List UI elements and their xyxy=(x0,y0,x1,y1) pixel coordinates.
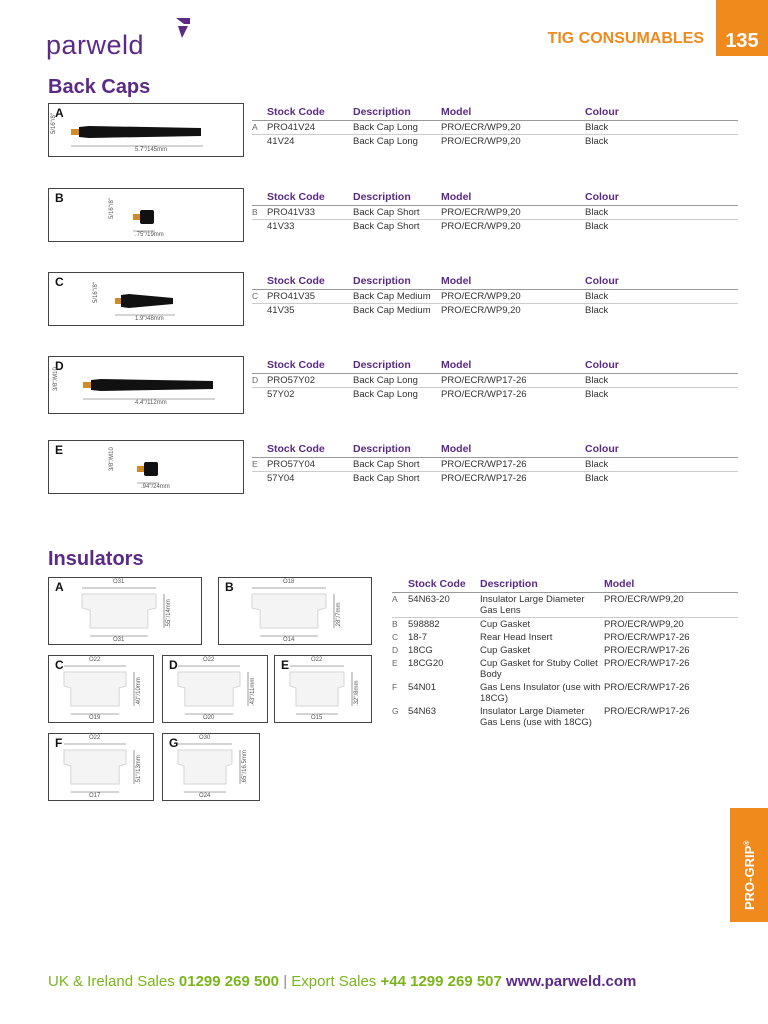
row-letter: F xyxy=(392,682,398,692)
dimension-label-diameter: 5/16"/8" xyxy=(109,198,115,219)
row-letter: B xyxy=(392,619,398,629)
col-stock-code: Stock Code xyxy=(408,578,480,593)
row-letter: C xyxy=(392,632,399,642)
colour: Black xyxy=(585,374,738,388)
row-letter: D xyxy=(252,374,267,388)
col-stock-code: Stock Code xyxy=(267,106,353,121)
table-row xyxy=(392,657,738,681)
image-letter: G xyxy=(169,736,179,750)
dimension-label-top: O30 xyxy=(199,735,211,741)
model: PRO/ECR/WP17-26 xyxy=(604,658,690,669)
insulators-table xyxy=(392,578,738,729)
page-tab-top xyxy=(716,0,768,26)
dimension-label-length: .75"/19mm xyxy=(135,232,164,238)
dimension-label-height: .40"/10mm xyxy=(136,677,142,706)
dimension-label-height: .51"/13mm xyxy=(136,755,142,784)
model: PRO/ECR/WP17-26 xyxy=(441,458,585,472)
row-letter: C xyxy=(252,290,267,304)
col-letter xyxy=(252,359,267,374)
stock-code: 41V24 xyxy=(267,136,295,147)
col-model: Model xyxy=(441,359,585,374)
image-letter: C xyxy=(55,275,64,289)
row-letter: B xyxy=(252,206,267,220)
table-row xyxy=(252,121,738,135)
description: Rear Head Insert xyxy=(480,632,553,643)
colour: Black xyxy=(585,206,738,220)
insulator-image-b xyxy=(218,577,372,645)
parweld-logo-mark-icon xyxy=(172,16,194,40)
row-letter: A xyxy=(392,593,408,618)
colour: Black xyxy=(585,290,738,304)
insulator-drawing xyxy=(219,578,371,644)
description: Back Cap Medium xyxy=(353,305,431,316)
stock-code: 598882 xyxy=(408,619,440,630)
row-letter: E xyxy=(392,658,398,668)
row-letter: A xyxy=(252,121,267,135)
insulators-title: Insulators xyxy=(48,548,144,570)
dimension-label-length: 4.4"/112mm xyxy=(135,400,167,406)
back-cap-table-d xyxy=(252,359,738,401)
insulator-image-g xyxy=(162,733,260,801)
model: PRO/ECR/WP17-26 xyxy=(604,645,690,656)
image-letter: D xyxy=(169,658,178,672)
description: Cup Gasket xyxy=(480,645,531,656)
col-colour: Colour xyxy=(585,191,738,206)
table-row xyxy=(392,681,738,705)
back-cap-table-c xyxy=(252,275,738,317)
col-model: Model xyxy=(441,443,585,458)
description: Back Cap Short xyxy=(353,473,420,484)
row-letter: D xyxy=(392,645,399,655)
description: Back Cap Short xyxy=(353,458,441,472)
row-letter xyxy=(252,135,267,149)
table-row xyxy=(392,705,738,729)
stock-code: 18-7 xyxy=(408,632,428,643)
dimension-label-height: .32"/8mm xyxy=(354,680,360,706)
model: PRO/ECR/WP9,20 xyxy=(604,593,738,618)
back-cap-table-a xyxy=(252,106,738,148)
back-caps-title: Back Caps xyxy=(48,76,151,98)
col-description: Description xyxy=(353,191,441,206)
col-model: Model xyxy=(441,191,585,206)
col-colour: Colour xyxy=(585,106,738,121)
uk-sales-label: UK & Ireland Sales xyxy=(48,973,175,990)
model: PRO/ECR/WP9,20 xyxy=(441,206,585,220)
col-description: Description xyxy=(353,359,441,374)
description: Back Cap Short xyxy=(353,206,441,220)
description: Back Cap Long xyxy=(353,121,441,135)
stock-code: PRO41V24 xyxy=(267,121,353,135)
model: PRO/ECR/WP9,20 xyxy=(441,121,585,135)
dimension-label-height: .43"/11mm xyxy=(250,677,256,706)
description: Cup Gasket for Stuby Collet Body xyxy=(480,658,598,680)
colour: Black xyxy=(585,458,738,472)
website-link[interactable]: www.parweld.com xyxy=(506,973,637,990)
dimension-label-bottom: O20 xyxy=(203,715,215,721)
description: Back Cap Short xyxy=(353,221,420,232)
model: PRO/ECR/WP17-26 xyxy=(441,389,527,400)
colour: Black xyxy=(585,389,609,400)
col-stock-code: Stock Code xyxy=(267,275,353,290)
description: Back Cap Medium xyxy=(353,290,441,304)
col-stock-code: Stock Code xyxy=(267,443,353,458)
description: Back Cap Long xyxy=(353,136,418,147)
page-number: 135 xyxy=(716,26,768,56)
stock-code: PRO57Y02 xyxy=(267,374,353,388)
back-cap-image-b xyxy=(48,188,244,242)
footer-separator: | xyxy=(283,973,288,990)
stock-code: PRO41V33 xyxy=(267,206,353,220)
colour: Black xyxy=(585,121,738,135)
dimension-label-height: .65"/16.5mm xyxy=(242,750,248,784)
model: PRO/ECR/WP17-26 xyxy=(441,374,585,388)
row-letter xyxy=(252,304,267,318)
col-model: Model xyxy=(441,275,585,290)
col-letter xyxy=(252,275,267,290)
row-letter xyxy=(252,220,267,234)
back-cap-table-b xyxy=(252,191,738,233)
table-row xyxy=(252,458,738,472)
row-letter: E xyxy=(252,458,267,472)
col-description: Description xyxy=(353,443,441,458)
stock-code: 18CG xyxy=(408,645,433,656)
model: PRO/ECR/WP9,20 xyxy=(441,305,521,316)
dimension-label-top: O22 xyxy=(89,735,101,741)
col-stock-code: Stock Code xyxy=(267,191,353,206)
table-row xyxy=(252,135,738,149)
dimension-label-top: O22 xyxy=(311,657,323,663)
table-row xyxy=(252,374,738,388)
stock-code: 57Y04 xyxy=(267,473,295,484)
stock-code: 18CG20 xyxy=(408,658,444,669)
table-row xyxy=(252,206,738,220)
dimension-label-length: .94"/24mm xyxy=(141,484,170,490)
image-letter: F xyxy=(55,736,63,750)
col-description: Description xyxy=(480,578,604,593)
image-letter: A xyxy=(55,106,64,120)
col-letter xyxy=(252,106,267,121)
insulator-image-a xyxy=(48,577,202,645)
dimension-label-diameter: 3/8"/M10 xyxy=(109,447,115,471)
image-letter: C xyxy=(55,658,64,672)
image-letter: A xyxy=(55,580,64,594)
dimension-label-bottom: O15 xyxy=(311,715,323,721)
model: PRO/ECR/WP17-26 xyxy=(604,682,690,693)
insulator-image-c xyxy=(48,655,154,723)
description: Cup Gasket xyxy=(480,619,531,630)
description: Back Cap Long xyxy=(353,374,441,388)
stock-code: 41V35 xyxy=(267,305,295,316)
dimension-label-height: .28"/7mm xyxy=(336,602,342,628)
colour: Black xyxy=(585,136,609,147)
dimension-label-diameter: 5/16"/8" xyxy=(93,282,99,303)
table-row xyxy=(252,472,738,486)
model: PRO/ECR/WP17-26 xyxy=(604,632,690,643)
table-row xyxy=(252,290,738,304)
logo-text: parweld xyxy=(46,30,145,60)
dimension-label-top: O18 xyxy=(283,579,295,585)
dimension-label-bottom: O19 xyxy=(89,715,101,721)
colour: Black xyxy=(585,473,609,484)
col-description: Description xyxy=(353,275,441,290)
table-row xyxy=(392,644,738,657)
model: PRO/ECR/WP9,20 xyxy=(441,221,521,232)
col-model: Model xyxy=(604,578,738,593)
dimension-label-diameter: 5/16"/8" xyxy=(51,113,57,134)
dimension-label-top: O22 xyxy=(203,657,215,663)
stock-code: 41V33 xyxy=(267,221,295,232)
dimension-label-bottom: O31 xyxy=(113,637,125,643)
pro-grip-label xyxy=(733,820,765,914)
model: PRO/ECR/WP9,20 xyxy=(604,619,684,630)
insulator-drawing xyxy=(49,578,201,644)
table-row xyxy=(392,593,738,618)
dimension-label-top: O22 xyxy=(89,657,101,663)
export-sales-phone[interactable]: +44 1299 269 507 xyxy=(380,973,502,990)
col-colour: Colour xyxy=(585,443,738,458)
back-cap-image-a xyxy=(48,103,244,157)
uk-sales-phone[interactable]: 01299 269 500 xyxy=(178,973,280,990)
col-stock-code: Stock Code xyxy=(267,359,353,374)
col-colour: Colour xyxy=(585,275,738,290)
back-cap-table-e xyxy=(252,443,738,485)
dimension-label-height: .55"/14mm xyxy=(166,599,172,628)
table-row xyxy=(252,220,738,234)
description: Back Cap Long xyxy=(353,389,418,400)
col-colour: Colour xyxy=(585,359,738,374)
image-letter: D xyxy=(55,359,64,373)
description: Insulator Large Diameter Gas Lens xyxy=(480,593,604,618)
insulator-image-d xyxy=(162,655,268,723)
back-cap-image-d xyxy=(48,356,244,414)
image-letter: E xyxy=(281,658,290,672)
dimension-label-diameter: 3/8"/M10 xyxy=(53,367,59,391)
image-letter: E xyxy=(55,443,64,457)
image-letter: B xyxy=(225,580,234,594)
footer-contact xyxy=(48,973,636,990)
row-letter: G xyxy=(392,706,399,716)
svg-text:PRO-GRIP®: PRO-GRIP® xyxy=(742,840,757,910)
col-letter xyxy=(252,443,267,458)
dimension-label-length: 5.7"/145mm xyxy=(135,147,168,153)
dimension-label-bottom: O14 xyxy=(283,637,295,643)
model: PRO/ECR/WP17-26 xyxy=(604,706,690,717)
description: Gas Lens Insulator (use with 18CG) xyxy=(480,682,601,704)
dimension-label-bottom: O24 xyxy=(199,793,211,799)
insulator-image-f xyxy=(48,733,154,801)
stock-code: 57Y02 xyxy=(267,389,295,400)
description: Insulator Large Diameter Gas Lens (use with 18CG) xyxy=(480,706,592,728)
col-letter xyxy=(252,191,267,206)
col-model: Model xyxy=(441,106,585,121)
parweld-logo xyxy=(46,16,206,58)
dimension-label-length: 1.9"/48mm xyxy=(135,316,164,322)
back-cap-image-c xyxy=(48,272,244,326)
dimension-label-bottom: O17 xyxy=(89,793,101,799)
stock-code: PRO57Y04 xyxy=(267,458,353,472)
row-letter xyxy=(252,472,267,486)
model: PRO/ECR/WP9,20 xyxy=(441,290,585,304)
export-sales-label: Export Sales xyxy=(291,973,377,990)
section-label: TIG CONSUMABLES xyxy=(547,30,704,47)
colour: Black xyxy=(585,221,609,232)
stock-code: PRO41V35 xyxy=(267,290,353,304)
stock-code: 54N01 xyxy=(408,682,436,693)
model: PRO/ECR/WP17-26 xyxy=(441,473,527,484)
insulator-image-e xyxy=(274,655,372,723)
stock-code: 54N63-20 xyxy=(408,593,480,618)
col-description: Description xyxy=(353,106,441,121)
model: PRO/ECR/WP9,20 xyxy=(441,136,521,147)
table-row xyxy=(252,304,738,318)
back-cap-image-e xyxy=(48,440,244,494)
table-row xyxy=(392,618,738,632)
stock-code: 54N63 xyxy=(408,706,436,717)
table-row xyxy=(392,631,738,644)
image-letter: B xyxy=(55,191,64,205)
table-row xyxy=(252,388,738,402)
dimension-label-top: O31 xyxy=(113,579,125,585)
row-letter xyxy=(252,388,267,402)
colour: Black xyxy=(585,305,609,316)
